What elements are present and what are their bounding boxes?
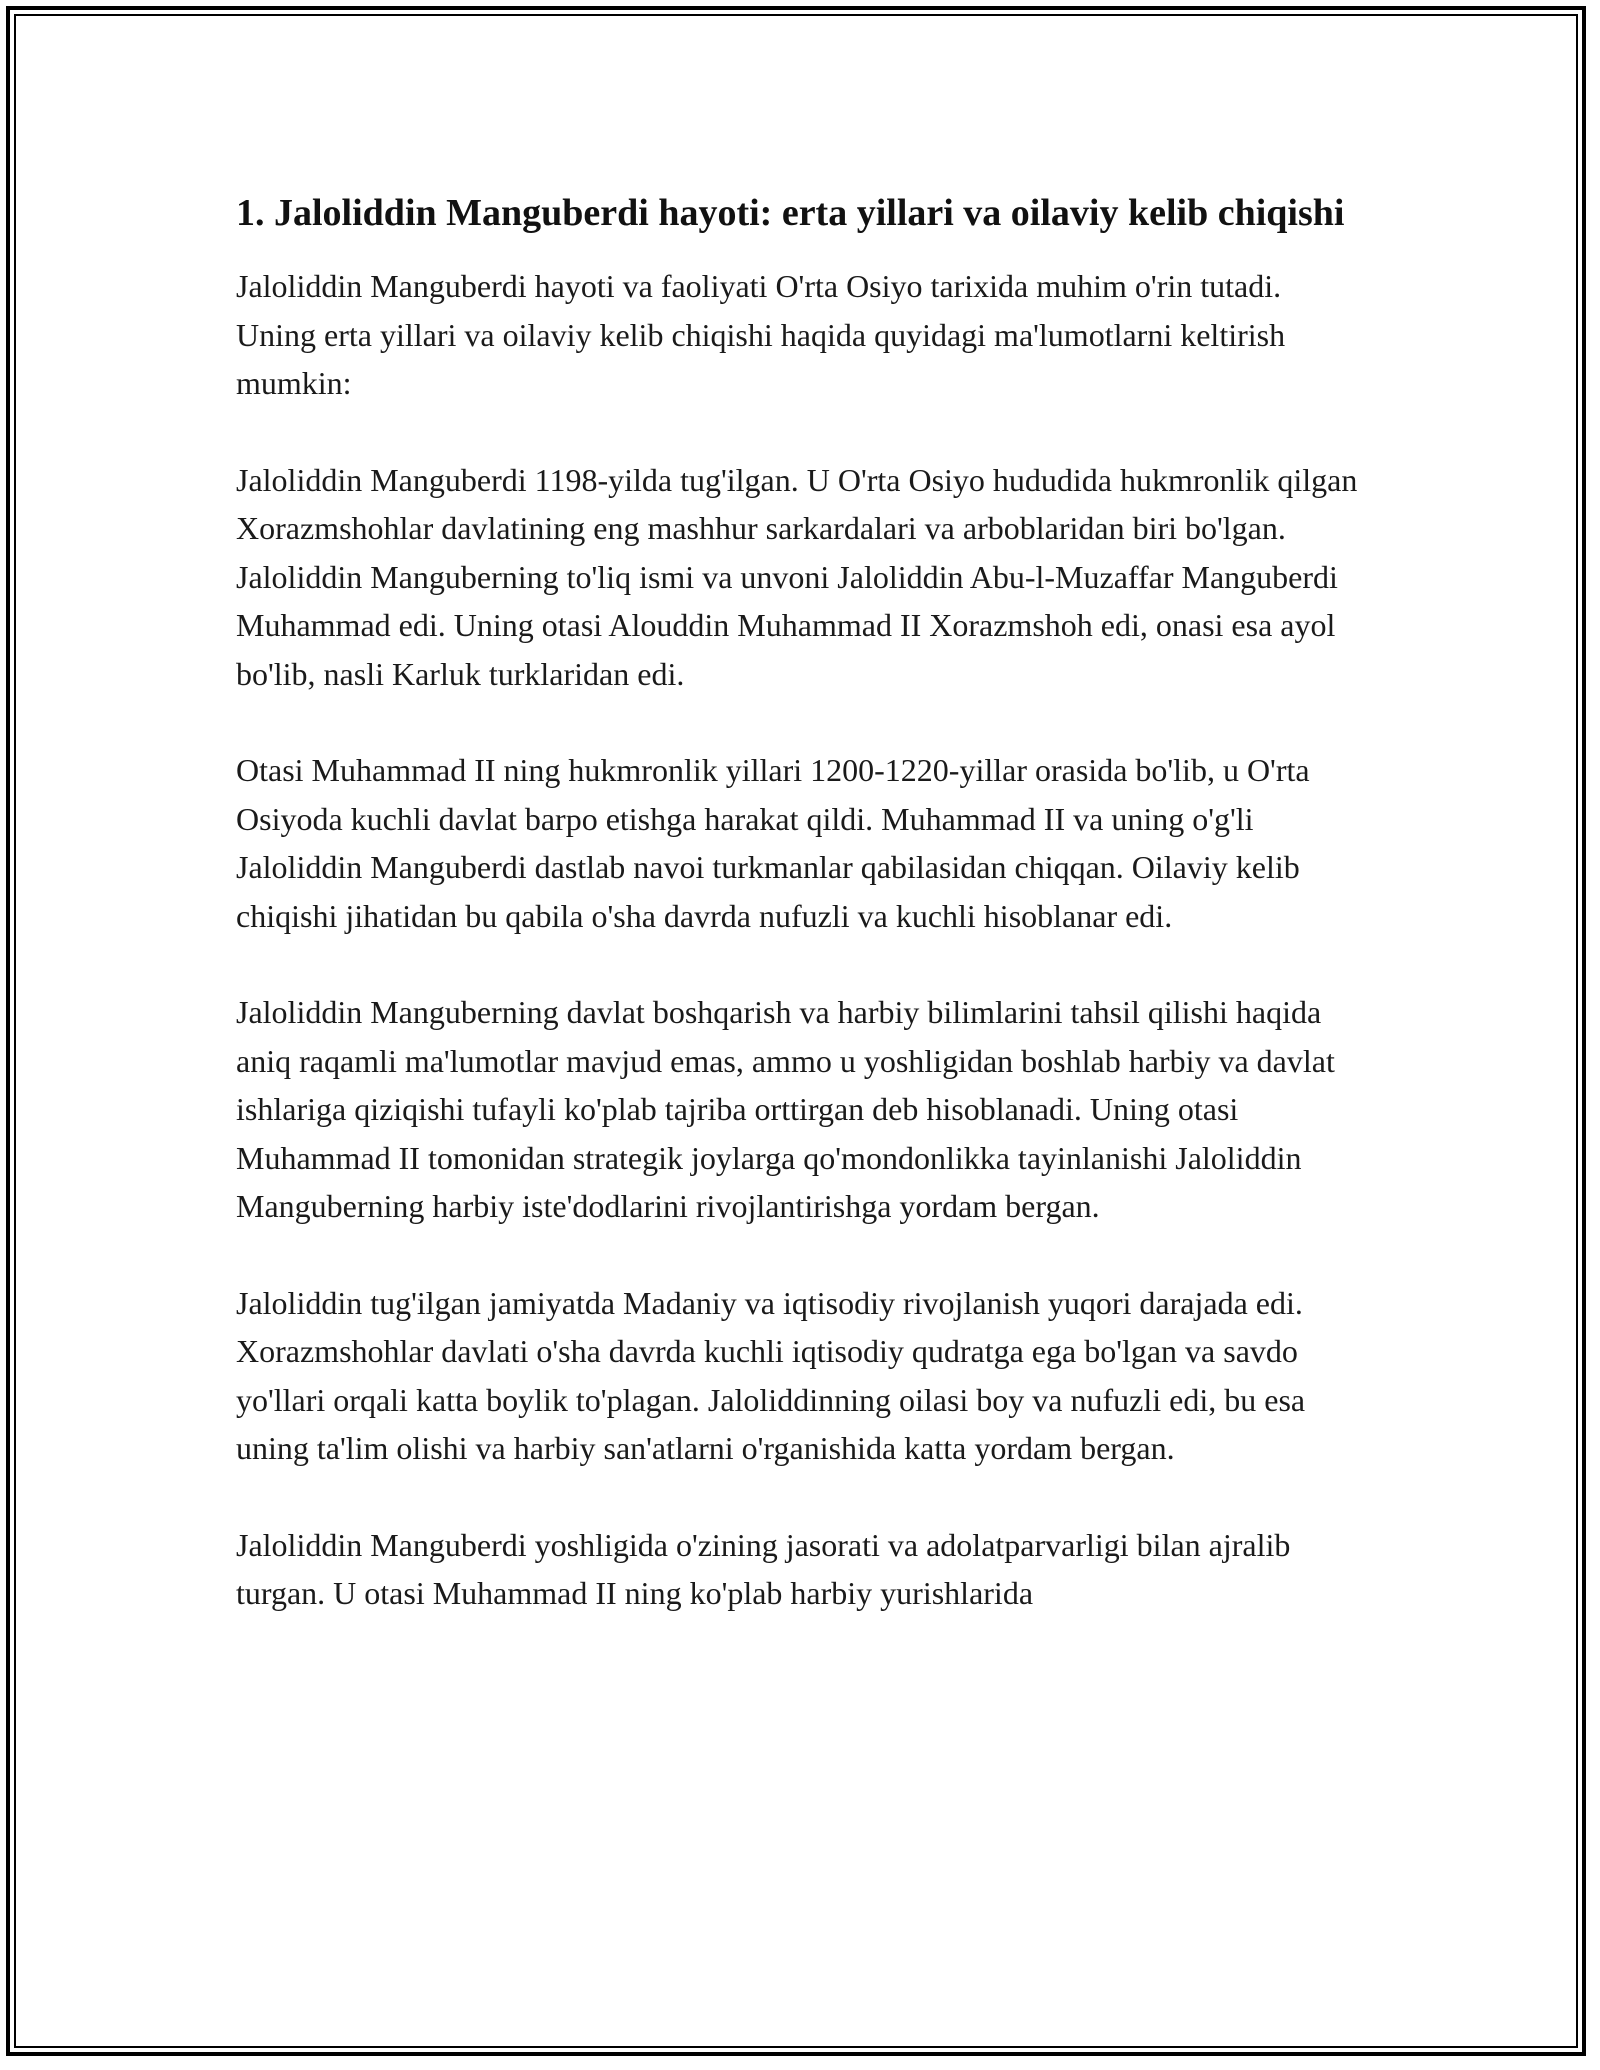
paragraph-intro: Jaloliddin Manguberdi hayoti va faoliyati O'rta Osiyo tarixida muhim o'rin tutadi. Uning erta yillari va oilaviy kelib chiqishi haqida quyidagi ma'lumotlarni keltirish mumkin: — [236, 268, 1286, 401]
paragraph-society: Jaloliddin tug'ilgan jamiyatda Madaniy va iqtisodiy rivojlanish yuqori darajada edi. Xorazmshohlar davlati o'sha davrda kuchli iqtisodiy qudratga ega bo'lgan va savdo yo'llari orqali katta boylik to'plagan. Jaloliddinning oilasi boy va nufuzli edi, bu esa uning ta'lim olishi va harbiy san'atlarni o'rganishida katta yordam bergan. — [236, 1284, 1306, 1466]
document-body — [236, 186, 1366, 1666]
paragraph-father-reign: Otasi Muhammad II ning hukmronlik yillari 1200-1220-yillar orasida bo'lib, u O'rta Osiyoda kuchli davlat barpo etishga harakat qildi. Muhammad II va uning o'g'li Jaloliddin Manguberdi dastlab navoi turkmanlar qabilasidan chiqqan. Oilaviy kelib chiqishi jihatidan bu qabila o'sha davrda nufuzli va kuchli hisoblanar edi. — [236, 752, 1310, 934]
paragraph-youth: Jaloliddin Manguberdi yoshligida o'zining jasorati va adolatparvarligi bilan ajralib turgan. U otasi Muhammad II ning ko'plab harbiy yurishlarida — [236, 1526, 1291, 1611]
paragraph-education: Jaloliddin Manguberning davlat boshqarish va harbiy bilimlarini tahsil qilishi haqida aniq raqamli ma'lumotlar mavjud emas, ammo u yoshligidan boshlab harbiy va davlat ishlariga qiziqishi tufayli ko'plab tajriba orttirgan deb hisoblanadi. Uning otasi Muhammad II tomonidan strategik joylarga qo'mondonlikka tayinlanishi Jaloliddin Manguberning harbiy iste'dodlarini rivojlantirishga yordam bergan. — [236, 994, 1335, 1224]
section-heading: 1. Jaloliddin Manguberdi hayoti: erta yillari va oilaviy kelib chiqishi — [236, 192, 1345, 234]
paragraph-birth: Jaloliddin Manguberdi 1198-yilda tug'ilgan. U O'rta Osiyo hududida hukmronlik qilgan Xorazmshohlar davlatining eng mashhur sarkardalari va arboblaridan biri bo'lgan. Jaloliddin Manguberning to'liq ismi va unvoni Jaloliddin Abu-l-Muzaffar Manguberdi Muhammad edi. Uning otasi Alouddin Muhammad II Xorazmshoh edi, onasi esa ayol bo'lib, nasli Karluk turklaridan edi. — [236, 461, 1358, 692]
